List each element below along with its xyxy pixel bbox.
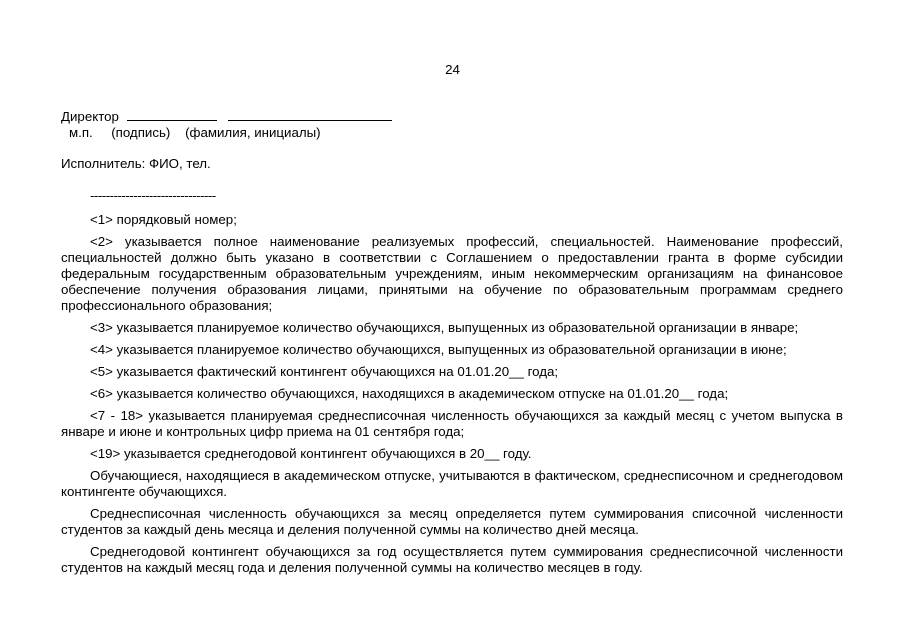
- footnote-6: <6> указывается количество обучающихся, находящихся в академическом отпуске на 01.01.20__ года;: [90, 386, 729, 401]
- footnote-3: <3> указывается планируемое количество обучающихся, выпущенных из образовательной организации в январе;: [90, 320, 799, 335]
- paragraph-monthly-average: Среднесписочная численность обучающихся за месяц определяется путем суммирования списочной численности студентов за каждый день месяца и деления полученной суммы на количество дней месяца.: [61, 506, 843, 537]
- name-line: [228, 108, 392, 121]
- footnote-separator: --------------------------------: [90, 188, 216, 203]
- footnote-7-18: <7 - 18> указывается планируемая среднесписочная численность обучающихся за каждый месяц с учетом выпуска в январе и июне и контрольных цифр приема на 01 сентября года;: [61, 408, 843, 439]
- executor-line: Исполнитель: ФИО, тел.: [61, 156, 211, 171]
- footnote-19: <19> указывается среднегодовой контингент обучающихся в 20__ году.: [90, 446, 532, 461]
- director-label: Директор: [61, 109, 119, 124]
- signature-block: [61, 108, 392, 125]
- paragraph-annual-average: Среднегодовой контингент обучающихся за год осуществляется путем суммирования среднесписочной численности студентов на каждый месяц года и деления полученной суммы на количество месяцев в году.: [61, 544, 843, 575]
- page-number: 24: [445, 62, 460, 77]
- footnote-1: <1> порядковый номер;: [90, 212, 237, 227]
- signature-line: [127, 108, 217, 121]
- footnote-2: <2> указывается полное наименование реализуемых профессий, специальностей. Наименование профессий, специальностей должно быть указано в соответствии с Соглашением о предоставлении гранта в форме субсидии федеральным государственным образовательным учреждениям, иным некоммерческим организациям на финансовое обеспечение получения образования лицами, принятыми на обучение по образовательным программам среднего профессионального образования;: [61, 234, 843, 313]
- signature-caption: м.п. (подпись) (фамилия, инициалы): [69, 125, 321, 140]
- footnote-5: <5> указывается фактический контингент обучающихся на 01.01.20__ года;: [90, 364, 559, 379]
- footnote-4: <4> указывается планируемое количество обучающихся, выпущенных из образовательной организации в июне;: [90, 342, 787, 357]
- paragraph-academic-leave: Обучающиеся, находящиеся в академическом отпуске, учитываются в фактическом, среднесписочном и среднегодовом контингенте обучающихся.: [61, 468, 843, 499]
- footnotes: [61, 212, 843, 582]
